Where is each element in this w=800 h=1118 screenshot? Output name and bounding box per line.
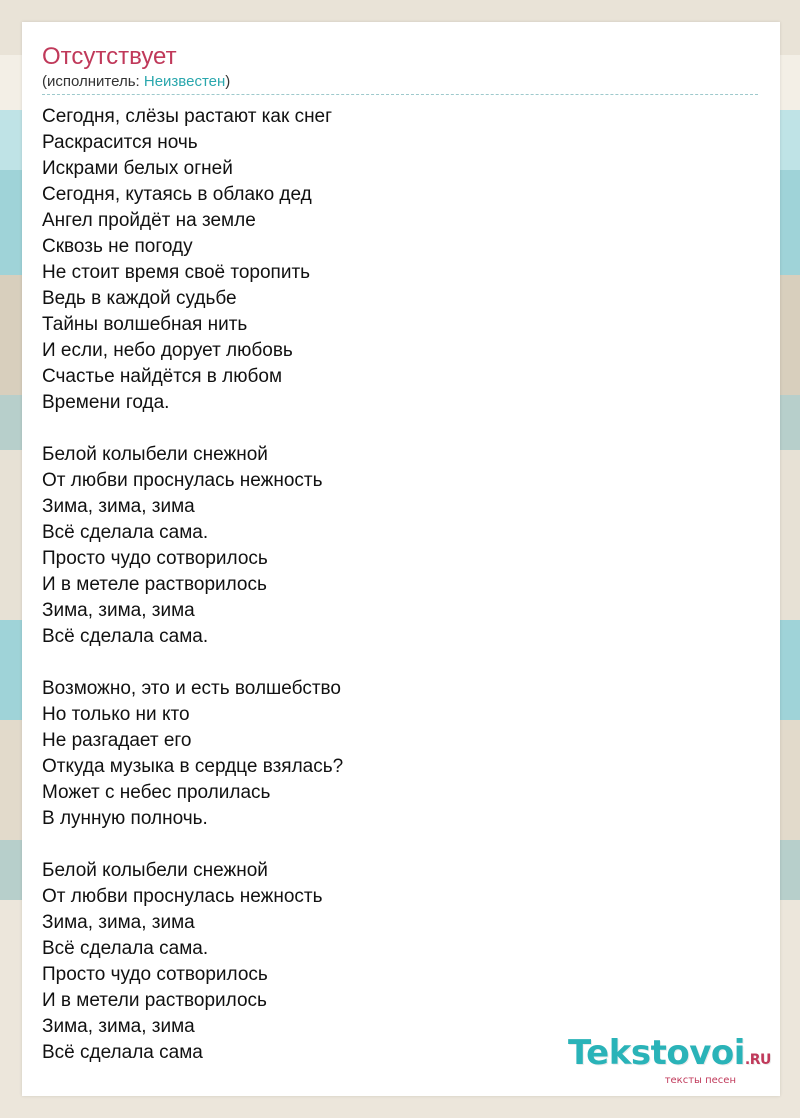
- lyric-line: И в метеле растворилось: [42, 574, 267, 595]
- lyric-line: Ведь в каждой судьбе: [42, 288, 237, 309]
- song-header: [42, 42, 758, 95]
- lyric-line: Всё сделала сама.: [42, 938, 209, 959]
- logo-wordmark: [568, 1033, 771, 1077]
- lyric-line: Откуда музыка в сердце взялась?: [42, 756, 344, 777]
- artist-line: [42, 72, 758, 92]
- lyrics-sheet: [22, 22, 780, 1096]
- lyric-line: Просто чудо сотворилось: [42, 964, 268, 985]
- lyric-line: И если, небо дорует любовь: [42, 340, 293, 361]
- logo-main-text: Tekstovoi: [568, 1033, 745, 1073]
- lyric-line: Зима, зима, зима: [42, 600, 195, 621]
- lyric-line: Раскрасится ночь: [42, 132, 198, 153]
- lyric-line: Счастье найдётся в любом: [42, 366, 283, 387]
- lyric-line: Искрами белых огней: [42, 158, 233, 179]
- lyric-line: Сегодня, кутаясь в облако дед: [42, 184, 312, 205]
- lyric-line: Всё сделала сама.: [42, 522, 209, 543]
- lyric-line: В лунную полночь.: [42, 808, 208, 829]
- lyric-line: Зима, зима, зима: [42, 912, 195, 933]
- stanza: [42, 104, 758, 416]
- artist-suffix: ): [225, 73, 231, 90]
- lyric-line: Времени года.: [42, 392, 170, 413]
- lyric-line: Зима, зима, зима: [42, 496, 195, 517]
- lyric-line: Белой колыбели снежной: [42, 860, 268, 881]
- lyric-line: Ангел пройдёт на земле: [42, 210, 256, 231]
- lyrics-body: [42, 104, 758, 1066]
- stanza: [42, 442, 758, 650]
- site-logo[interactable]: [568, 1033, 771, 1086]
- lyric-line: Но только ни кто: [42, 704, 190, 725]
- artist-link[interactable]: Неизвестен: [143, 73, 226, 90]
- logo-tagline: тексты песен: [664, 1075, 736, 1086]
- logo-tld: .RU: [744, 1052, 771, 1068]
- lyric-line: Тайны волшебная нить: [42, 314, 248, 335]
- artist-prefix: (исполнитель:: [42, 73, 144, 90]
- song-title: Отсутствует: [42, 43, 177, 70]
- lyric-line: Возможно, это и есть волшебство: [42, 678, 341, 699]
- stanza: [42, 676, 758, 832]
- lyric-line: Не стоит время своё торопить: [42, 262, 311, 283]
- lyric-line: И в метели растворилось: [42, 990, 267, 1011]
- lyric-line: Не разгадает его: [42, 730, 192, 751]
- lyric-line: Сегодня, слёзы растают как снег: [42, 106, 333, 127]
- lyric-line: Всё сделала сама.: [42, 626, 209, 647]
- lyric-line: От любви проснулась нежность: [42, 470, 323, 491]
- lyric-line: Зима, зима, зима: [42, 1016, 195, 1037]
- lyric-line: Белой колыбели снежной: [42, 444, 268, 465]
- lyric-line: Сквозь не погоду: [42, 236, 193, 257]
- lyric-line: Может с небес пролилась: [42, 782, 271, 803]
- lyric-line: Просто чудо сотворилось: [42, 548, 268, 569]
- lyric-line: От любви проснулась нежность: [42, 886, 323, 907]
- lyric-line: Всё сделала сама: [42, 1042, 203, 1063]
